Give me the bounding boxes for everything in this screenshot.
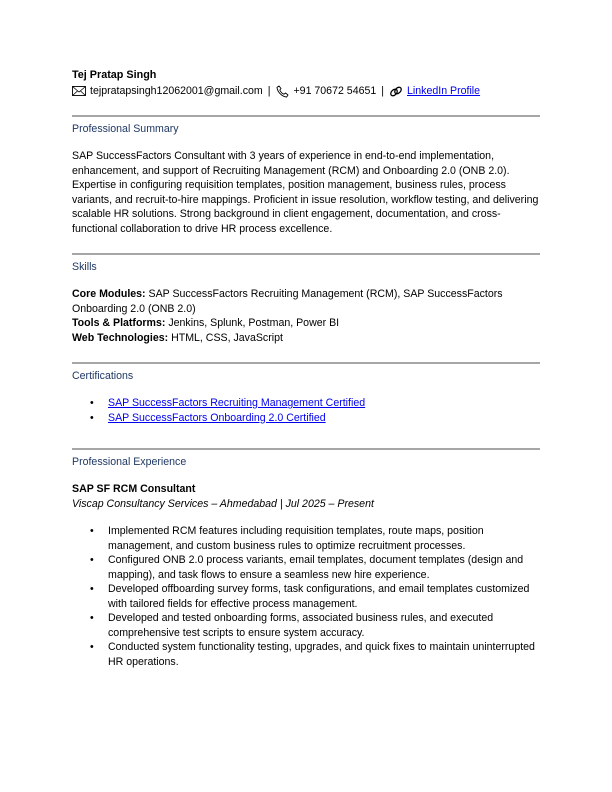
job-title: SAP SF RCM Consultant xyxy=(72,483,196,495)
skill-label: Tools & Platforms: xyxy=(72,317,166,329)
candidate-name: Tej Pratap Singh xyxy=(72,69,157,81)
section-divider xyxy=(72,448,540,450)
section-divider xyxy=(72,253,540,255)
list-item: • Developed offboarding survey forms, task configurations, and email templates customized with tailored fields for effective process management. xyxy=(108,582,540,611)
skill-value: HTML, CSS, JavaScript xyxy=(168,331,283,344)
list-item: • Implemented RCM features including requisition templates, route maps, position management, and custom business rules to optimize recruitment processes. xyxy=(108,524,540,553)
list-item: • Configured ONB 2.0 process variants, email templates, document templates (design and mapping), and task flows to ensure a seamless new hire experience. xyxy=(108,553,540,582)
job-company-dates: Viscap Consultancy Services – Ahmedabad | Jul 2025 – Present xyxy=(72,497,374,510)
separator: | xyxy=(267,85,271,97)
skill-value: SAP SuccessFactors Recruiting Management (RCM), SAP SuccessFactors Onboarding 2.0 (ONB 2.0) xyxy=(72,288,503,315)
skill-row xyxy=(72,287,540,316)
linkedin-profile-link[interactable]: LinkedIn Profile xyxy=(407,85,481,97)
certification-link[interactable]: SAP SuccessFactors Onboarding 2.0 Certified xyxy=(108,411,326,424)
contact-line xyxy=(72,83,540,99)
job-bullets xyxy=(72,524,540,669)
separator: | xyxy=(381,85,385,97)
certification-link[interactable]: SAP SuccessFactors Recruiting Management Certified xyxy=(108,397,366,409)
certifications-list xyxy=(72,396,540,425)
resume-page xyxy=(72,68,540,669)
section-heading-certifications: Certifications xyxy=(72,370,134,382)
skill-label: Core Modules: xyxy=(72,288,146,300)
section-heading-skills: Skills xyxy=(72,261,97,273)
link-icon xyxy=(389,85,403,97)
skill-row xyxy=(72,331,540,346)
section-heading-summary: Professional Summary xyxy=(72,123,179,135)
skill-label: Web Technologies: xyxy=(72,331,169,344)
skill-row xyxy=(72,316,540,331)
skills-list xyxy=(72,287,540,345)
list-item xyxy=(108,396,540,411)
section-divider xyxy=(72,362,540,364)
envelope-icon xyxy=(72,85,86,97)
list-item: • Conducted system functionality testing, upgrades, and quick fixes to maintain uninterrupted HR operations. xyxy=(108,640,540,669)
skill-value: Jenkins, Splunk, Postman, Power BI xyxy=(165,317,340,329)
phone-text: +91 70672 54651 xyxy=(293,85,377,97)
list-item xyxy=(108,411,540,426)
summary-text: SAP SuccessFactors Consultant with 3 years of experience in end-to-end implementation, enhancement, and support of Recruiting Management (RCM) and Onboarding 2.0 (ONB 2.0). Expertise in configuring requisition templates, position management, business rules, process variants, and recruit-to-hire mappings. Proficient in issue resolution, workflow testing, and delivering scalable HR solutions. Strong background in client engagement, documentation, and cross-functional collaboration to drive HR process excellence. xyxy=(72,150,539,235)
list-item: • Developed and tested onboarding forms, associated business rules, and executed comprehensive test scripts to ensure system accuracy. xyxy=(108,611,540,640)
email-text: tejpratapsingh12062001@gmail.com xyxy=(90,85,263,97)
section-heading-experience: Professional Experience xyxy=(72,456,187,468)
section-divider xyxy=(72,115,540,117)
phone-icon xyxy=(275,85,289,97)
